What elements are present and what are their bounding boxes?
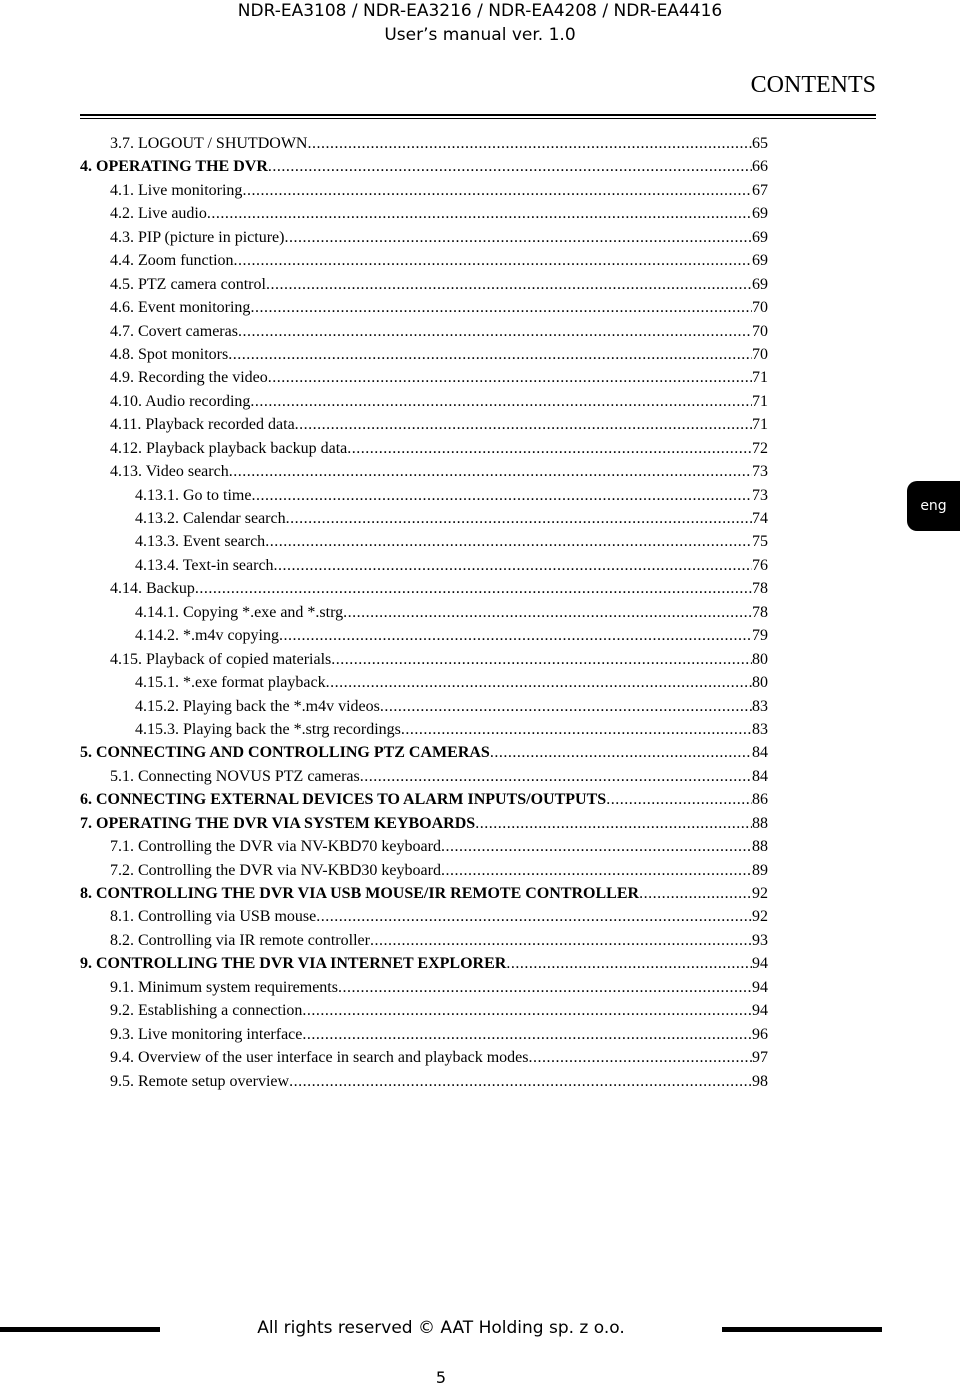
toc-entry[interactable] <box>80 155 768 178</box>
toc-entry-title: 4.14.2. *.m4v copying <box>135 627 279 645</box>
toc-entry-title: 8.1. Controlling via USB mouse <box>110 908 317 926</box>
toc-entry-page-number: 78 <box>752 580 768 598</box>
toc-entry-title: 7.2. Controlling the DVR via NV-KBD30 keyboard <box>110 861 441 879</box>
toc-entry[interactable] <box>80 624 768 647</box>
toc-entry-title: 4.4. Zoom function <box>110 252 234 270</box>
toc-entry-page-number: 88 <box>752 838 768 856</box>
toc-entry-title: 7. OPERATING THE DVR VIA SYSTEM KEYBOARDS <box>80 814 476 832</box>
toc-entry[interactable] <box>80 343 768 366</box>
toc-entry[interactable] <box>80 765 768 788</box>
toc-entry-title: 4.7. Covert cameras <box>110 322 238 340</box>
toc-entry-page-number: 66 <box>752 158 768 176</box>
toc-entry-page-number: 94 <box>752 978 768 996</box>
toc-entry-page-number: 96 <box>752 1025 768 1043</box>
toc-entry-page-number: 71 <box>752 392 768 410</box>
page-number: 5 <box>435 1368 447 1387</box>
toc-entry[interactable] <box>80 273 768 296</box>
toc-entry[interactable] <box>80 437 768 460</box>
toc-dot-leader <box>639 882 752 905</box>
toc-dot-leader <box>606 788 752 811</box>
toc-entry-page-number: 86 <box>752 791 768 809</box>
toc-entry[interactable] <box>80 1046 768 1069</box>
toc-entry-page-number: 75 <box>752 533 768 551</box>
toc-entry-title: 4.13.3. Event search <box>135 533 266 551</box>
toc-dot-leader <box>266 273 752 296</box>
toc-entry[interactable] <box>80 882 768 905</box>
toc-entry-title: 4.9. Recording the video <box>110 369 268 387</box>
toc-entry-title: 4.13. Video search <box>110 463 229 481</box>
toc-entry-page-number: 76 <box>752 556 768 574</box>
toc-entry[interactable] <box>80 1023 768 1046</box>
toc-entry[interactable] <box>80 390 768 413</box>
toc-entry-title: 4.8. Spot monitors <box>110 345 229 363</box>
toc-dot-leader <box>490 741 752 764</box>
toc-dot-leader <box>228 343 752 366</box>
toc-entry-title: 9.3. Live monitoring interface <box>110 1025 303 1043</box>
toc-dot-leader <box>286 507 752 530</box>
toc-entry-title: 9.4. Overview of the user interface in search and playback modes <box>110 1049 529 1067</box>
toc-dot-leader <box>401 718 752 741</box>
toc-dot-leader <box>475 812 752 835</box>
toc-entry-title: 5.1. Connecting NOVUS PTZ cameras <box>110 767 360 785</box>
toc-entry-page-number: 84 <box>752 744 768 762</box>
toc-entry-page-number: 88 <box>752 814 768 832</box>
toc-entry-page-number: 69 <box>752 275 768 293</box>
toc-dot-leader <box>242 179 752 202</box>
toc-entry-page-number: 71 <box>752 369 768 387</box>
toc-entry-page-number: 69 <box>752 252 768 270</box>
toc-entry-page-number: 94 <box>752 1002 768 1020</box>
toc-entry-page-number: 93 <box>752 931 768 949</box>
toc-entry-page-number: 70 <box>752 345 768 363</box>
toc-dot-leader <box>234 249 752 272</box>
toc-entry-title: 4.1. Live monitoring <box>110 181 243 199</box>
page-title: CONTENTS <box>750 72 876 98</box>
toc-entry[interactable] <box>80 1070 768 1093</box>
toc-dot-leader <box>370 929 752 952</box>
toc-entry-title: 4.12. Playback playback backup data <box>110 439 348 457</box>
toc-entry[interactable] <box>80 413 768 436</box>
toc-entry[interactable] <box>80 976 768 999</box>
toc-entry-title: 8.2. Controlling via IR remote controller <box>110 931 370 949</box>
toc-dot-leader <box>229 460 752 483</box>
toc-entry[interactable] <box>80 741 768 764</box>
toc-entry-title: 9.5. Remote setup overview <box>110 1072 290 1090</box>
toc-entry-page-number: 73 <box>752 463 768 481</box>
toc-entry-title: 4.15.3. Playing back the *.strg recordings <box>135 720 401 738</box>
toc-entry-title: 4.13.2. Calendar search <box>135 510 286 527</box>
toc-dot-leader <box>268 155 752 178</box>
toc-dot-leader <box>250 296 752 319</box>
toc-entry-page-number: 83 <box>752 697 768 715</box>
toc-entry[interactable] <box>80 132 768 155</box>
toc-entry-page-number: 89 <box>752 861 768 879</box>
toc-entry-title: 6. CONNECTING EXTERNAL DEVICES TO ALARM INPUTS/OUTPUTS <box>80 791 607 809</box>
toc-entry[interactable] <box>80 179 768 202</box>
toc-entry-title: 4.15.2. Playing back the *.m4v videos <box>135 697 380 715</box>
toc-entry[interactable] <box>80 952 768 975</box>
toc-entry[interactable] <box>80 366 768 389</box>
toc-dot-leader <box>316 905 752 928</box>
toc-dot-leader <box>279 624 752 647</box>
toc-entry[interactable] <box>80 202 768 225</box>
toc-entry-title: 4.14. Backup <box>110 580 195 598</box>
toc-entry[interactable] <box>80 835 768 858</box>
toc-entry-title: 9.2. Establishing a connection <box>110 1002 303 1020</box>
toc-entry[interactable] <box>80 249 768 272</box>
toc-dot-leader <box>441 859 752 882</box>
toc-entry-page-number: 98 <box>752 1072 768 1090</box>
toc-entry[interactable] <box>80 695 768 718</box>
toc-dot-leader <box>347 437 752 460</box>
toc-entry-page-number: 83 <box>752 720 768 738</box>
toc-entry-title: 9. CONTROLLING THE DVR VIA INTERNET EXPLORER <box>80 955 507 973</box>
toc-entry[interactable] <box>80 718 768 741</box>
toc-entry[interactable] <box>80 929 768 952</box>
toc-entry[interactable] <box>80 601 768 624</box>
toc-entry-title: 5. CONNECTING AND CONTROLLING PTZ CAMERAS <box>80 744 490 762</box>
toc-dot-leader <box>302 999 752 1022</box>
toc-entry-title: 3.7. LOGOUT / SHUTDOWN <box>110 135 308 152</box>
manual-version-header: User’s manual ver. 1.0 <box>384 25 576 45</box>
language-tab-label: eng <box>920 498 947 514</box>
toc-entry[interactable] <box>80 812 768 835</box>
toc-entry-title: 4.13.1. Go to time <box>135 486 252 504</box>
toc-entry-page-number: 71 <box>752 416 768 434</box>
toc-dot-leader <box>265 530 752 553</box>
toc-dot-leader <box>343 601 752 624</box>
toc-entry-page-number: 74 <box>752 510 768 527</box>
toc-entry-page-number: 69 <box>752 205 768 223</box>
toc-entry-page-number: 92 <box>752 908 768 926</box>
toc-entry-page-number: 84 <box>752 767 768 785</box>
toc-dot-leader <box>441 835 752 858</box>
toc-entry[interactable] <box>80 859 768 882</box>
toc-entry-page-number: 80 <box>752 674 768 692</box>
toc-entry-page-number: 65 <box>752 135 768 152</box>
toc-entry[interactable] <box>80 577 768 600</box>
toc-dot-leader <box>268 366 752 389</box>
toc-entry-page-number: 92 <box>752 885 768 902</box>
language-tab <box>907 481 960 531</box>
toc-entry-title: 4. OPERATING THE DVR <box>80 158 268 176</box>
toc-entry-title: 4.2. Live audio <box>110 205 207 223</box>
toc-entry-page-number: 70 <box>752 299 768 317</box>
toc-dot-leader <box>251 484 752 507</box>
toc-entry[interactable] <box>80 671 768 694</box>
toc-entry-page-number: 72 <box>752 439 768 457</box>
toc-entry[interactable] <box>80 320 768 343</box>
toc-entry-title: 4.10. Audio recording <box>110 392 251 410</box>
toc-entry[interactable] <box>80 648 768 671</box>
document-model-header: NDR-EA3108 / NDR-EA3216 / NDR-EA4208 / NDR-EA4416 <box>237 1 723 21</box>
toc-entry[interactable] <box>80 484 768 507</box>
toc-dot-leader <box>331 648 752 671</box>
toc-dot-leader <box>529 1046 753 1069</box>
toc-entry-page-number: 94 <box>752 955 768 973</box>
toc-dot-leader <box>360 765 752 788</box>
toc-entry-page-number: 97 <box>752 1049 768 1067</box>
toc-entry-page-number: 67 <box>752 181 768 199</box>
toc-entry-title: 7.1. Controlling the DVR via NV-KBD70 keyboard <box>110 838 441 856</box>
toc-dot-leader <box>307 132 752 155</box>
toc-entry[interactable] <box>80 788 768 811</box>
toc-entry-page-number: 78 <box>752 603 768 621</box>
toc-dot-leader <box>302 1023 752 1046</box>
toc-entry-title: 4.15.1. *.exe format playback <box>135 674 326 692</box>
toc-entry-title: 4.6. Event monitoring <box>110 299 251 317</box>
toc-dot-leader <box>338 976 752 999</box>
toc-dot-leader <box>195 577 752 600</box>
toc-entry-page-number: 70 <box>752 322 768 340</box>
toc-dot-leader <box>284 226 752 249</box>
table-of-contents <box>80 132 768 1093</box>
copyright-notice: All rights reserved © AAT Holding sp. z o.o. <box>257 1318 625 1338</box>
toc-entry-page-number: 73 <box>752 486 768 504</box>
toc-entry-title: 4.15. Playback of copied materials <box>110 650 332 668</box>
toc-entry[interactable] <box>80 554 768 577</box>
toc-entry-title: 9.1. Minimum system requirements <box>110 978 338 996</box>
toc-entry-page-number: 69 <box>752 228 768 246</box>
toc-dot-leader <box>207 202 752 225</box>
toc-entry[interactable] <box>80 905 768 928</box>
toc-entry-title: 4.3. PIP (picture in picture) <box>110 228 285 246</box>
toc-entry-title: 4.13.4. Text-in search <box>135 556 274 574</box>
toc-entry[interactable] <box>80 460 768 483</box>
toc-entry[interactable] <box>80 296 768 319</box>
header-divider <box>80 114 876 119</box>
toc-dot-leader <box>250 390 752 413</box>
toc-entry[interactable] <box>80 530 768 553</box>
toc-entry-title: 4.11. Playback recorded data <box>110 416 295 434</box>
toc-entry-page-number: 80 <box>752 650 768 668</box>
toc-dot-leader <box>380 695 752 718</box>
toc-entry-title: 4.14.1. Copying *.exe and *.strg <box>135 603 344 621</box>
toc-entry[interactable] <box>80 507 768 530</box>
toc-entry-title: 4.5. PTZ camera control <box>110 275 266 293</box>
toc-dot-leader <box>238 320 752 343</box>
toc-entry-page-number: 79 <box>752 627 768 645</box>
toc-dot-leader <box>274 554 752 577</box>
toc-dot-leader <box>326 671 752 694</box>
toc-dot-leader <box>289 1070 752 1093</box>
toc-entry[interactable] <box>80 999 768 1022</box>
toc-entry[interactable] <box>80 226 768 249</box>
toc-dot-leader <box>506 952 752 975</box>
toc-dot-leader <box>295 413 752 436</box>
toc-entry-title: 8. CONTROLLING THE DVR VIA USB MOUSE/IR REMOTE CONTROLLER <box>80 885 640 902</box>
